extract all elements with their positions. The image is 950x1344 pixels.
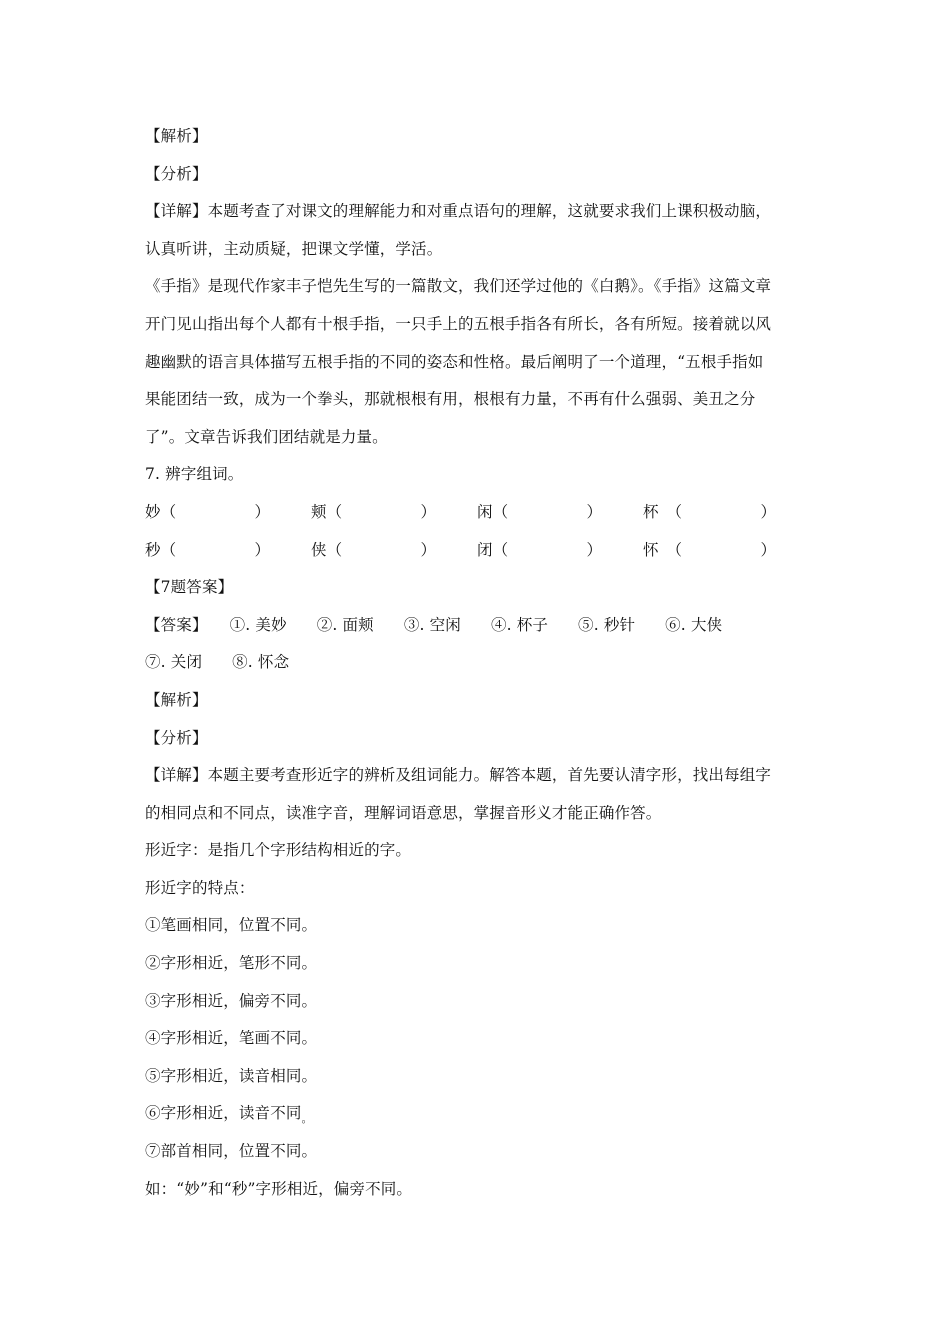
paragraph-line: 趣幽默的语言具体描写五根手指的不同的姿态和性格。最后阐明了一个道理，“五根手指如 xyxy=(145,352,764,371)
word-cell: 杯 （ ） xyxy=(643,502,777,521)
paragraph-line: 了”。文章告诉我们团结就是力量。 xyxy=(145,427,388,446)
analysis-subheading: 【分析】 xyxy=(145,164,208,183)
answer-item: ①. 美妙 xyxy=(229,615,287,634)
answer-row xyxy=(145,607,810,645)
paragraph-line: 开门见山指出每个人都有十根手指，一只手上的五根手指各有所长，各有所短。接着就以风 xyxy=(145,314,772,333)
word-cell: 妙（ ） xyxy=(145,502,271,521)
feature-item: ④字形相近，笔画不同。 xyxy=(145,1029,318,1048)
analysis-heading: 【解析】 xyxy=(145,690,208,709)
feature-item: ⑤字形相近，读音相同。 xyxy=(145,1066,318,1085)
detail-line: 认真听讲，主动质疑，把课文学懂，学活。 xyxy=(145,239,443,258)
answer-item: ③. 空闲 xyxy=(403,615,461,634)
answer-label: 【答案】 xyxy=(145,615,208,634)
word-cell: 闲（ ） xyxy=(477,502,603,521)
feature-item: ⑦部首相同，位置不同。 xyxy=(145,1142,318,1161)
answer-item: ⑥. 大侠 xyxy=(665,615,723,634)
example-line: 如：“妙”和“秒”字形相近，偏旁不同。 xyxy=(145,1179,413,1198)
feature-period: 。 xyxy=(301,1112,313,1126)
answer-item: ⑧. 怀念 xyxy=(232,653,290,672)
definition-line: 形近字：是指几个字形结构相近的字。 xyxy=(145,841,412,860)
analysis-heading: 【解析】 xyxy=(145,127,208,145)
word-cell: 颊（ ） xyxy=(311,502,437,521)
detail-line: 的相同点和不同点，读准字音，理解词语意思，掌握音形义才能正确作答。 xyxy=(145,803,662,822)
analysis-subheading: 【分析】 xyxy=(145,728,208,747)
feature-item: ⑥字形相近，读音不同 xyxy=(145,1104,302,1123)
feature-item: ②字形相近，笔形不同。 xyxy=(145,954,318,973)
paragraph-line: 《手指》是现代作家丰子恺先生写的一篇散文，我们还学过他的《白鹅》。《手指》这篇文章 xyxy=(145,277,772,296)
feature-item: ①笔画相同，位置不同。 xyxy=(145,916,318,935)
document-page xyxy=(145,118,810,1208)
word-cell: 侠（ ） xyxy=(311,540,437,559)
answer-item: ②. 面颊 xyxy=(316,615,374,634)
detail-line: 【详解】本题考查了对课文的理解能力和对重点语句的理解，这就要求我们上课积极动脑， xyxy=(145,202,772,221)
word-row xyxy=(145,494,810,532)
answer-heading: 【7题答案】 xyxy=(145,578,234,597)
answer-item: ⑦. 关闭 xyxy=(145,653,203,672)
detail-line: 【详解】本题主要考查形近字的辨析及组词能力。解答本题，首先要认清字形，找出每组字 xyxy=(145,766,772,785)
paragraph-line: 果能团结一致，成为一个拳头，那就根根有用，根根有力量，不再有什么强弱、美丑之分 xyxy=(145,390,756,409)
answer-item: ⑤. 秒针 xyxy=(578,615,636,634)
feature-item-row xyxy=(145,1095,810,1133)
word-cell: 秒（ ） xyxy=(145,540,271,559)
word-cell: 怀 （ ） xyxy=(643,540,777,559)
answer-item: ④. 杯子 xyxy=(490,615,549,634)
feature-item: ③字形相近，偏旁不同。 xyxy=(145,991,318,1010)
features-title: 形近字的特点： xyxy=(145,878,255,897)
word-row xyxy=(145,532,810,570)
question-title: 7. 辨字组词。 xyxy=(145,465,244,484)
word-cell: 闭（ ） xyxy=(477,540,603,559)
answer-row xyxy=(145,644,810,682)
